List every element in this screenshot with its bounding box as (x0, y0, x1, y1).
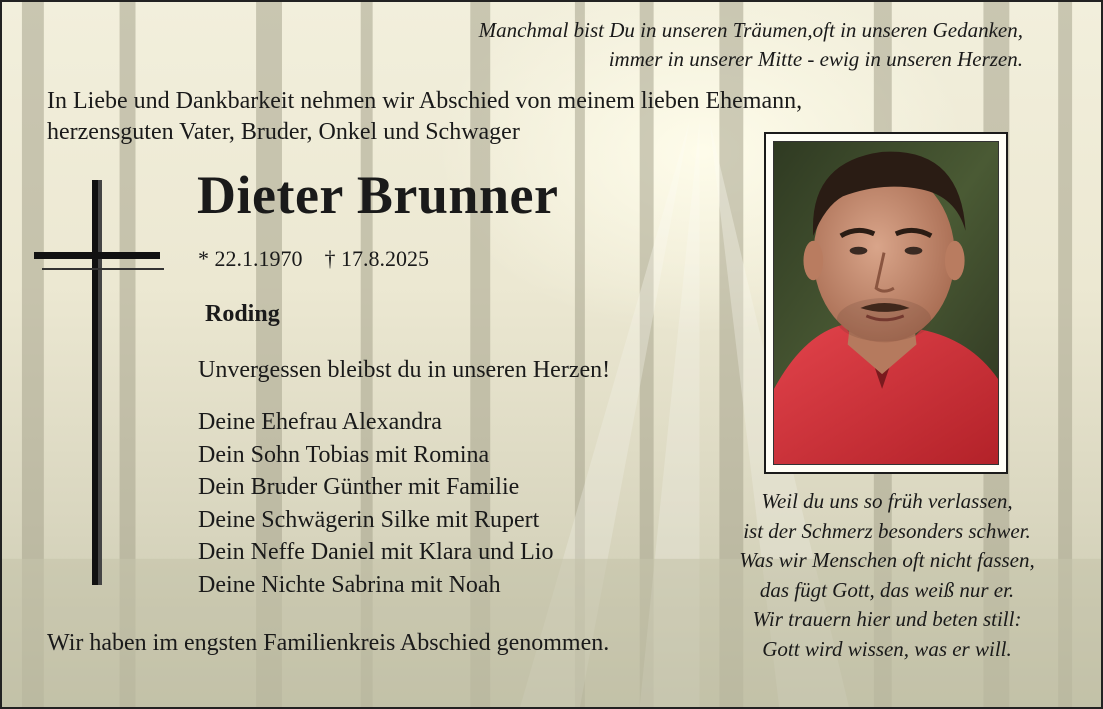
portrait-photo (773, 141, 999, 465)
remembrance-line: Unvergessen bleibst du in unseren Herzen! (198, 357, 611, 383)
family-member: Deine Schwägerin Silke mit Rupert (198, 506, 540, 533)
family-member: Dein Neffe Daniel mit Klara und Lio (198, 539, 554, 565)
family-member: Dein Sohn Tobias mit Romina (198, 441, 490, 468)
life-dates (198, 246, 429, 272)
family-member: Dein Bruder Günther mit Familie (198, 474, 520, 500)
family-member: Deine Nichte Sabrina mit Noah (198, 571, 501, 598)
poem-line: Weil du uns so früh verlassen, (761, 489, 1013, 513)
memorial-poem (692, 487, 1082, 664)
poem-line: Wir trauern hier und beten still: (752, 607, 1022, 631)
motto-line-2: immer in unserer Mitte - ewig in unseren Herzen. (608, 47, 1023, 71)
latin-cross-icon (32, 180, 166, 590)
poem-line: das fügt Gott, das weiß nur er. (759, 577, 1015, 602)
closing-statement: Wir haben im engsten Familienkreis Abschied genommen. (47, 630, 610, 656)
deceased-name: Dieter Brunner (197, 165, 559, 225)
portrait-frame (764, 132, 1008, 474)
poem-line: Was wir Menschen oft nicht fassen, (739, 548, 1035, 572)
family-member: Deine Ehefrau Alexandra (198, 409, 442, 435)
motto-line-1: Manchmal bist Du in unseren Träumen,oft in unseren Gedanken, (478, 18, 1023, 42)
intro-line-2: herzensguten Vater, Bruder, Onkel und Schwager (47, 119, 520, 145)
birth-date: * 22.1.1970 (198, 246, 303, 271)
place-of-residence: Roding (205, 301, 280, 327)
poem-line: Gott wird wissen, was er will. (762, 636, 1012, 661)
family-list (198, 406, 553, 601)
poem-line: ist der Schmerz besonders schwer. (743, 518, 1031, 543)
intro-line-1: In Liebe und Dankbarkeit nehmen wir Abschied von meinem lieben Ehemann, (47, 88, 803, 114)
death-date: † 17.8.2025 (324, 246, 429, 271)
